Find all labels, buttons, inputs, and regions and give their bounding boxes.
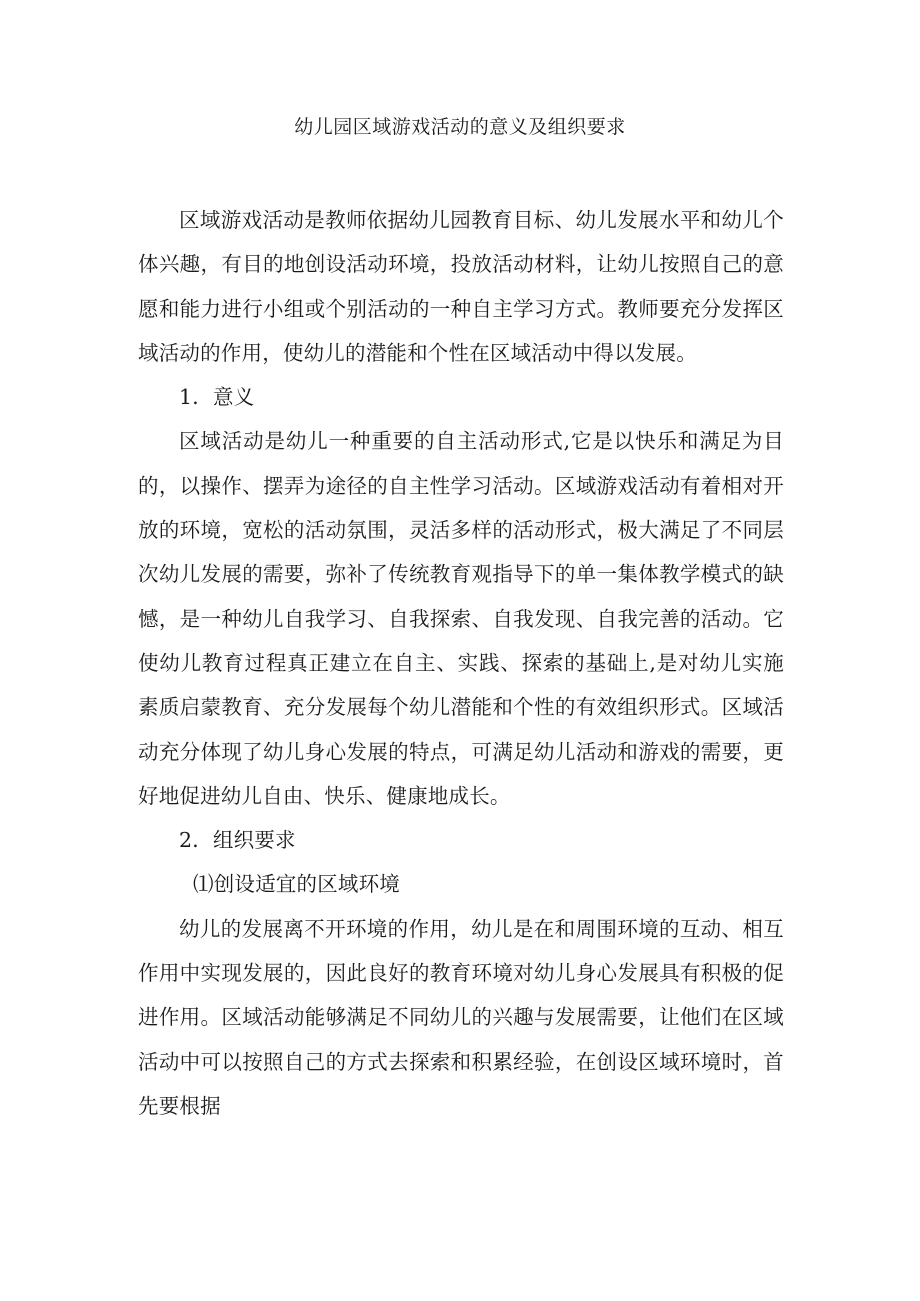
document-body: [138, 198, 784, 1128]
section-heading-requirements: 2．组织要求: [179, 828, 296, 853]
meaning-paragraph: 区域活动是幼儿一种重要的自主活动形式,它是以快乐和满足为目的，以操作、摆弄为途径的自主性学习活动。区域游戏活动有着相对开放的环境，宽松的活动氛围，灵活多样的活动形式，极大满足了不同层次幼儿发展的需要，弥补了传统教育观指导下的单一集体教学模式的缺憾，是一种幼儿自我学习、自我探索、自我发现、自我完善的活动。它使幼儿教育过程真正建立在自主、实践、探索的基础上,是对幼儿实施素质启蒙教育、充分发展每个幼儿潜能和个性的有效组织形式。区域活动充分体现了幼儿身心发展的特点，可满足幼儿活动和游戏的需要，更好地促进幼儿自由、快乐、健康地成长。: [138, 429, 784, 808]
intro-paragraph: 区域游戏活动是教师依据幼儿园教育目标、幼儿发展水平和幼儿个体兴趣，有目的地创设活动环境，投放活动材料，让幼儿按照自己的意愿和能力进行小组或个别活动的一种自主学习方式。教师要充分发挥区域活动的作用，使幼儿的潜能和个性在区域活动中得以发展。: [138, 208, 784, 365]
document-title: 幼儿园区域游戏活动的意义及组织要求: [294, 116, 626, 138]
section-heading-meaning: 1．意义: [179, 385, 255, 410]
environment-paragraph: 幼儿的发展离不开环境的作用，幼儿是在和周围环境的互动、相互作用中实现发展的，因此良好的教育环境对幼儿身心发展具有积极的促进作用。区域活动能够满足不同幼儿的兴趣与发展需要，让他们在区域活动中可以按照自己的方式去探索和积累经验，在创设区域环境时，首先要根据: [138, 916, 784, 1118]
subsection-heading-environment: ⑴创设适宜的区域环境: [193, 872, 400, 897]
